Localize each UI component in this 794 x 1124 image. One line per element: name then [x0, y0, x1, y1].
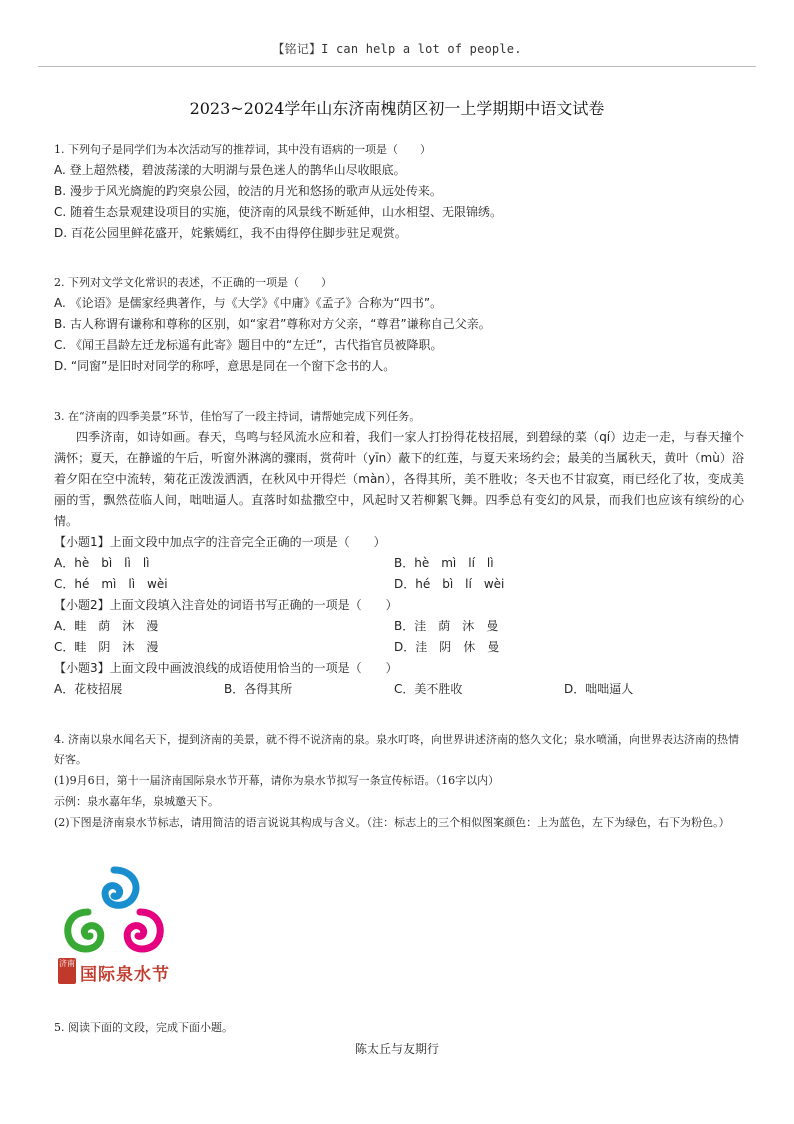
sub-question-3-options: [54, 679, 744, 700]
sub-question-3-option-a: A．花枝招展: [54, 682, 123, 696]
passage-title: 陈太丘与友期行: [354, 1042, 439, 1056]
sub-question-2-option-d: D．洼 阴 休 曼: [394, 640, 500, 654]
question-1-option-b: B. 漫步于风光旖旎的趵突泉公园，皎洁的月光和悠扬的歌声从远处传来。: [54, 184, 442, 198]
sub-question-2-option-c: C．畦 阴 沐 漫: [54, 640, 159, 654]
question-2-option-d: D. “同窗”是旧时对同学的称呼，意思是同在一个窗下念书的人。: [54, 359, 396, 373]
question-5-stem: 5. 阅读下面的文段，完成下面小题。: [54, 1021, 233, 1034]
question-2-option-b: B. 古人称谓有谦称和尊称的区别，如“家君”尊称对方父亲，“尊君”谦称自己父亲。: [54, 317, 491, 331]
question-4-part-2: (2)下图是济南泉水节标志，请用简洁的语言说说其构成与含义。（注：标志上的三个相似图案颜色：上为蓝色，左下为绿色，右下为粉色。）: [54, 816, 730, 829]
question-2-stem: 2. 下列对文学文化常识的表述，不正确的一项是（ ）: [54, 276, 332, 289]
sub-question-2-label: 【小题2】上面文段填入注音处的词语书写正确的一项是（ ）: [54, 598, 398, 612]
question-3-paragraph: 四季济南，如诗如画。春天，鸟鸣与轻风流水应和着，我们一家人打扮得花枝招展，到碧绿的菜（qí）边走一走，与春天撞个满怀；夏天，在静谧的午后，听窗外淋漓的骤雨，赏荷叶（yīn）蔽下的红莲，与夏天来场约会；最美的当属秋天，黄叶（mù）浴着夕阳在空中流转，菊花正泼泼洒洒，在秋风中开得烂（màn），各得其所，美不胜收；冬天也不甘寂寞，雨已经化了妆，变成美丽的雪，飘然莅临人间，咄咄逼人。直落时如盐撒空中，风起时又若柳絮飞舞。四季总有变幻的风景，而我们也应该有缤纷的心情。: [54, 430, 744, 528]
question-2: [54, 273, 744, 377]
sub-question-2-options: [54, 616, 744, 637]
sub-question-1-label: 【小题1】上面文段中加点字的注音完全正确的一项是（ ）: [54, 535, 386, 549]
sub-question-3-label: 【小题3】上面文段中画波浪线的成语使用恰当的一项是（ ）: [54, 661, 398, 675]
seal-stamp: 济南: [58, 958, 76, 984]
sub-question-2-option-b: B．洼 荫 沐 曼: [394, 619, 499, 633]
question-4: [54, 730, 744, 833]
question-1: [54, 140, 744, 244]
question-1-option-c: C. 随着生态景观建设项目的实施，使济南的风景线不断延伸，山水相望、无限锦绣。: [54, 205, 503, 219]
header-divider: [38, 66, 756, 67]
sub-question-3-option-b: B．各得其所: [224, 682, 293, 696]
question-1-option-a: A. 登上超然楼，碧波荡漾的大明湖与景色迷人的鹊华山尽收眼底。: [54, 163, 406, 177]
sub-question-3-option-d: D．咄咄逼人: [564, 682, 634, 696]
question-4-example: 示例：泉水嘉年华，泉城邀天下。: [54, 795, 219, 808]
question-3: [54, 407, 744, 700]
pink-swirl: [127, 912, 160, 949]
page-title: 2023~2024学年山东济南槐荫区初一上学期期中语文试卷: [189, 99, 605, 118]
sub-question-1-options: [54, 553, 744, 574]
logo-caption: 国际泉水节: [80, 965, 170, 985]
sub-question-2-option-a: A．畦 荫 沐 漫: [54, 619, 159, 633]
sub-question-3-option-c: C．美不胜收: [394, 682, 463, 696]
question-5: [54, 1018, 744, 1038]
question-1-stem: 1. 下列句子是同学们为本次活动写的推荐词，其中没有语病的一项是（ ）: [54, 143, 431, 156]
sub-question-1-option-b: B．hè mì lí lì: [394, 556, 494, 570]
green-swirl: [68, 912, 101, 949]
sub-question-1-option-a: A．hè bì lì lì: [54, 556, 150, 570]
blue-swirl: [105, 870, 136, 905]
question-1-option-d: D. 百花公园里鲜花盛开，姹紫嫣红，我不由得停住脚步驻足观赏。: [54, 226, 407, 240]
question-4-stem: 4. 济南以泉水闻名天下，提到济南的美景，就不得不说济南的泉。泉水叮咚，向世界讲述济南的悠久文化；泉水喷涌，向世界表达济南的热情好客。: [54, 733, 739, 766]
page-header: 【铭记】I can help a lot of people.: [272, 42, 522, 56]
question-4-part-1: (1)9月6日，第十一届济南国际泉水节开幕，请你为泉水节拟写一条宣传标语。（16字以内）: [54, 774, 500, 787]
question-3-stem: 3. 在“济南的四季美景”环节，佳怡写了一段主持词，请帮她完成下列任务。: [54, 410, 421, 423]
sub-question-2-options-2: [54, 637, 744, 658]
question-2-option-c: C. 《闻王昌龄左迁龙标遥有此寄》题目中的“左迁”，古代指官员被降职。: [54, 338, 443, 352]
sub-question-1-options-2: [54, 574, 744, 595]
sub-question-1-option-c: C．hé mì lì wèi: [54, 577, 168, 591]
sub-question-1-option-d: D．hé bì lí wèi: [394, 577, 505, 591]
question-2-option-a: A. 《论语》是儒家经典著作，与《大学》《中庸》《孟子》合称为“四书”。: [54, 296, 443, 310]
